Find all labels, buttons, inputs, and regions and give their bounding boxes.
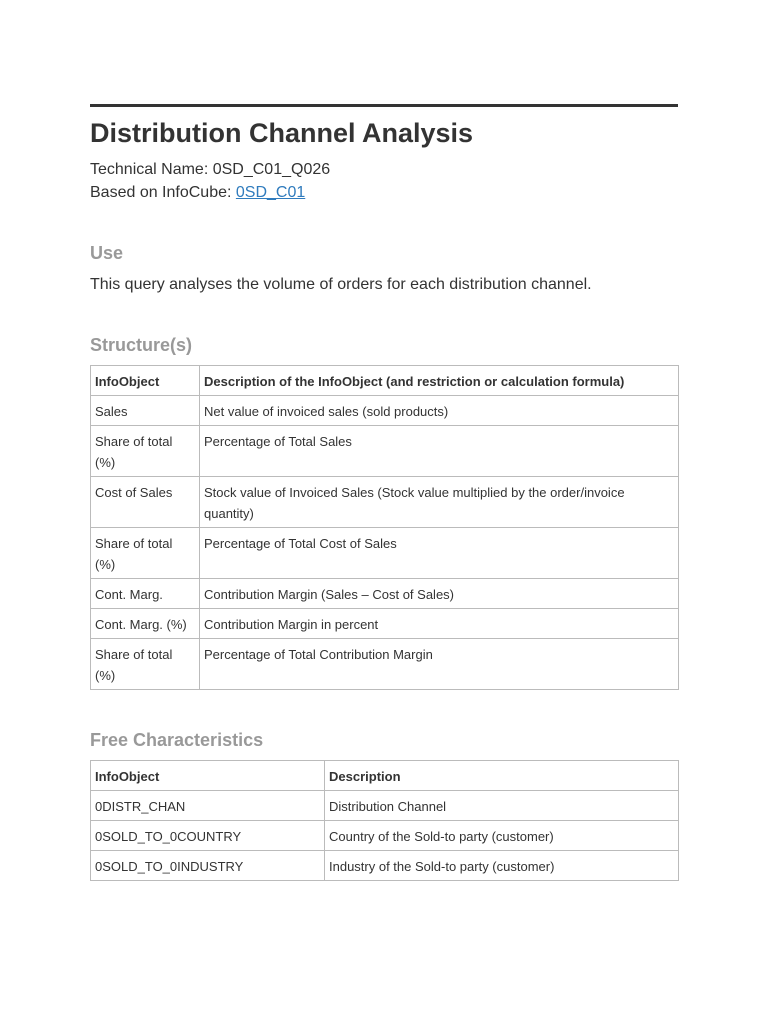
table-row — [91, 477, 679, 528]
table-row — [91, 851, 679, 881]
document-page — [90, 104, 678, 881]
table-row — [91, 426, 679, 477]
infocube-link[interactable]: 0SD_C01 — [235, 184, 306, 201]
cell-description: Industry of the Sold-to party (customer) — [325, 851, 679, 881]
document-meta — [90, 158, 678, 204]
cell-description: Percentage of Total Cost of Sales — [200, 528, 679, 579]
cell-description: Net value of invoiced sales (sold products) — [200, 396, 679, 426]
table-row — [91, 579, 679, 609]
cell-infoobject: Sales — [91, 396, 200, 426]
column-header-description: Description of the InfoObject (and restriction or calculation formula) — [200, 366, 679, 396]
cell-description: Stock value of Invoiced Sales (Stock value multiplied by the order/invoice quantity) — [200, 477, 679, 528]
table-row — [91, 791, 679, 821]
table-header-row — [91, 366, 679, 396]
free-characteristics-table — [90, 760, 679, 881]
column-header-infoobject: InfoObject — [91, 761, 325, 791]
use-description: This query analyses the volume of orders for each distribution channel. — [90, 276, 592, 293]
infocube-label: Based on InfoCube: — [90, 184, 236, 201]
cell-infoobject: Share of total (%) — [91, 528, 200, 579]
page-title: Distribution Channel Analysis — [90, 118, 474, 148]
cell-description: Contribution Margin in percent — [200, 609, 679, 639]
table-row — [91, 609, 679, 639]
title-divider — [90, 104, 678, 107]
cell-infoobject: Share of total (%) — [91, 426, 200, 477]
column-header-infoobject: InfoObject — [91, 366, 200, 396]
cell-description: Distribution Channel — [325, 791, 679, 821]
infocube-line — [90, 181, 678, 204]
structures-table — [90, 365, 679, 690]
technical-name-label: Technical Name: — [90, 161, 213, 178]
cell-infoobject: Cont. Marg. — [91, 579, 200, 609]
structures-heading: Structure(s) — [90, 335, 193, 355]
use-heading: Use — [90, 243, 124, 263]
cell-infoobject: Share of total (%) — [91, 639, 200, 690]
technical-name-value: 0SD_C01_Q026 — [212, 161, 331, 178]
cell-description: Percentage of Total Sales — [200, 426, 679, 477]
table-row — [91, 639, 679, 690]
cell-infoobject: Cost of Sales — [91, 477, 200, 528]
cell-infoobject: 0SOLD_TO_0INDUSTRY — [91, 851, 325, 881]
technical-name-line — [90, 158, 678, 181]
cell-description: Country of the Sold-to party (customer) — [325, 821, 679, 851]
free-characteristics-heading: Free Characteristics — [90, 730, 264, 750]
table-row — [91, 528, 679, 579]
table-header-row — [91, 761, 679, 791]
cell-infoobject: 0SOLD_TO_0COUNTRY — [91, 821, 325, 851]
table-row — [91, 821, 679, 851]
cell-description: Percentage of Total Contribution Margin — [200, 639, 679, 690]
column-header-description: Description — [325, 761, 679, 791]
table-row — [91, 396, 679, 426]
cell-infoobject: Cont. Marg. (%) — [91, 609, 200, 639]
cell-infoobject: 0DISTR_CHAN — [91, 791, 325, 821]
cell-description: Contribution Margin (Sales – Cost of Sales) — [200, 579, 679, 609]
